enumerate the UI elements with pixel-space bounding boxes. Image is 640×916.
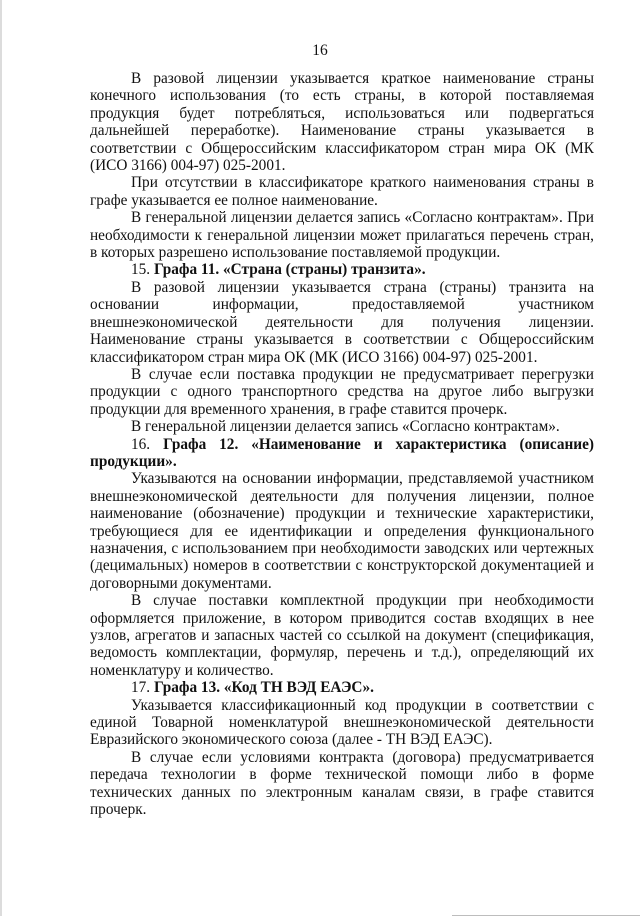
section-number: 15. [131,261,151,279]
scan-edge-line [0,0,2,916]
section-heading-15 [90,261,594,278]
section-number: 16. [131,435,151,453]
paragraph-technology-transfer: В случае если условиями контракта (договора) предусматривается передача технологии в форме технической помощи либо в форме технических данных по электронным каналам связи, в графе ставится прочерк. [90,748,594,819]
paragraph-classification-code: Указывается классификационный код продукции в соответствии с единой Товарной номенклатурой внешнеэкономической деятельности Евразийского экономического союза (далее - ТН ВЭД ЕАЭС). [90,696,594,749]
paragraph-general-license-end-use: В генеральной лицензии делается запись «Согласно контрактам». При необходимости к генеральной лицензии может прилагаться перечень стран, в которых разрешено использование поставляемой продукции. [90,209,594,262]
paragraph-country-of-end-use: В разовой лицензии указывается краткое наименование страны конечного использования (то есть страны, в которой поставляемая продукция будет потребляться, использоваться или подвергаться дальнейшей переработке). Наименование страны указывается в соответствии с Общероссийским классификатором стран мира ОК (МК (ИСО 3166) 004-97) 025-2001. [90,70,594,175]
paragraph-transit-dash: В случае если поставка продукции не предусматривает перегрузки продукции с одного транспортного средства на другое либо выгрузки продукции для временного хранения, в графе ставится прочерк. [90,365,594,418]
document-body [90,70,594,818]
section-title: Графа 13. «Код ТН ВЭД ЕАЭС». [153,679,374,697]
page-number: 16 [312,42,328,59]
section-title: Графа 12. «Наименование и характеристика (описание) продукции». [90,435,594,470]
paragraph-general-license-transit: В генеральной лицензии делается запись «Согласно контрактам». [131,418,560,436]
section-heading-17 [90,679,594,696]
paragraph-full-country-name: При отсутствии в классификаторе краткого наименования страны в графе указывается ее полное наименование. [90,174,594,209]
section-heading-16 [90,436,594,471]
paragraph-complete-product-supply: В случае поставки комплектной продукции при необходимости оформляется приложение, в котором приводится состав входящих в нее узлов, агрегатов и запасных частей со ссылкой на документ (спецификация, ведомость комплектации, формуляр, перечень и т.д.), определяющий их номенклатуру и количество. [90,592,594,679]
section-number: 17. [131,679,151,697]
paragraph-transit-country: В разовой лицензии указывается страна (страны) транзита на основании информации, предоставляемой участником внешнеэкономической деятельности для получения лицензии. Наименование страны указывается в соответствии с Общероссийским классификатором стран мира ОК (МК (ИСО 3166) 004-97) 025-2001. [90,278,594,366]
section-title: Графа 11. «Страна (страны) транзита». [153,261,426,279]
paragraph-product-description: Указываются на основании информации, представляемой участником внешнеэкономической деятельности для получения лицензии, полное наименование (обозначение) продукции и технические характеристики, требующиеся для ее идентификации и определения функционального назначения, с использованием при необходимости заводских или чертежных (децимальных) номеров в соответствии с конструкторской документацией и договорными документами. [90,470,594,592]
